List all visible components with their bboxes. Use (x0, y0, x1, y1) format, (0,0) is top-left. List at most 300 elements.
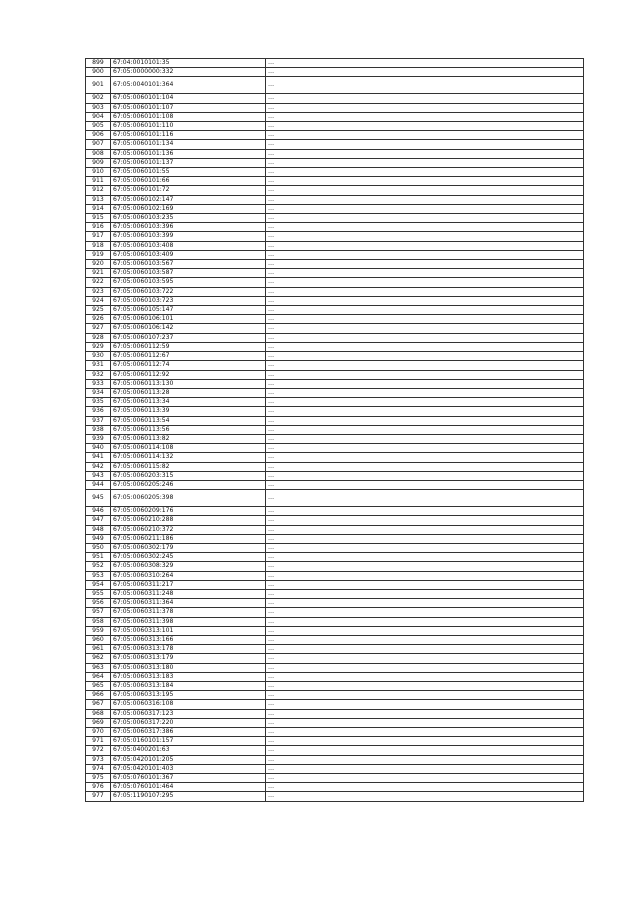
cadastral-number-cell: 67:05:0060103:595 (111, 278, 266, 287)
row-number-cell: 967 (86, 700, 111, 709)
row-number-cell: 901 (86, 77, 111, 94)
cadastral-number-cell: 67:05:0060112:92 (111, 370, 266, 379)
table-row (86, 728, 584, 737)
address-cell: … (266, 352, 584, 361)
table-row (86, 792, 584, 801)
table-row (86, 68, 584, 77)
cadastral-number-cell: 67:05:0060103:722 (111, 287, 266, 296)
address-cell: … (266, 407, 584, 416)
table-row (86, 398, 584, 407)
cadastral-number-cell: 67:05:0060101:66 (111, 177, 266, 186)
address-cell: … (266, 278, 584, 287)
row-number-cell: 900 (86, 68, 111, 77)
table-row (86, 562, 584, 571)
row-number-cell: 952 (86, 562, 111, 571)
table-row (86, 700, 584, 709)
address-cell: … (266, 168, 584, 177)
table-row (86, 112, 584, 121)
table-row (86, 663, 584, 672)
address-cell: … (266, 682, 584, 691)
row-number-cell: 965 (86, 682, 111, 691)
row-number-cell: 919 (86, 250, 111, 259)
cadastral-number-cell: 67:05:0060310:264 (111, 571, 266, 580)
cadastral-number-cell: 67:05:0060317:123 (111, 709, 266, 718)
address-cell: … (266, 672, 584, 681)
address-cell: … (266, 571, 584, 580)
cadastral-number-cell: 67:05:0060103:399 (111, 232, 266, 241)
row-number-cell: 936 (86, 407, 111, 416)
table-row (86, 543, 584, 552)
table-row (86, 580, 584, 589)
cadastral-number-cell: 67:05:0760101:464 (111, 783, 266, 792)
cadastral-number-cell: 67:05:0060112:59 (111, 342, 266, 351)
address-cell: … (266, 645, 584, 654)
address-cell: … (266, 68, 584, 77)
table-row (86, 379, 584, 388)
address-cell: … (266, 663, 584, 672)
cadastral-number-cell: 67:05:0060113:82 (111, 434, 266, 443)
table-row (86, 250, 584, 259)
table-row (86, 471, 584, 480)
address-cell: … (266, 626, 584, 635)
cadastral-number-cell: 67:05:0400201:63 (111, 746, 266, 755)
table-row (86, 516, 584, 525)
address-cell: … (266, 764, 584, 773)
address-cell: … (266, 709, 584, 718)
cadastral-number-cell: 67:05:0760101:367 (111, 774, 266, 783)
row-number-cell: 953 (86, 571, 111, 580)
table-row (86, 122, 584, 131)
row-number-cell: 947 (86, 516, 111, 525)
table-row (86, 462, 584, 471)
address-cell: … (266, 728, 584, 737)
table-row (86, 352, 584, 361)
address-cell: … (266, 534, 584, 543)
row-number-cell: 960 (86, 635, 111, 644)
table-row (86, 103, 584, 112)
row-number-cell: 948 (86, 525, 111, 534)
address-cell: … (266, 361, 584, 370)
row-number-cell: 976 (86, 783, 111, 792)
row-number-cell: 933 (86, 379, 111, 388)
cadastral-number-cell: 67:05:0060113:34 (111, 398, 266, 407)
address-cell: … (266, 553, 584, 562)
table-row (86, 241, 584, 250)
row-number-cell: 969 (86, 718, 111, 727)
cadastral-number-cell: 67:05:0060302:179 (111, 543, 266, 552)
address-cell: … (266, 287, 584, 296)
table-row (86, 507, 584, 516)
row-number-cell: 970 (86, 728, 111, 737)
table-row (86, 534, 584, 543)
address-cell: … (266, 232, 584, 241)
row-number-cell: 931 (86, 361, 111, 370)
table-row (86, 764, 584, 773)
table-row (86, 232, 584, 241)
cadastral-number-cell: 67:05:0060113:28 (111, 388, 266, 397)
cadastral-number-cell: 67:05:0060103:587 (111, 269, 266, 278)
cadastral-number-cell: 67:05:0060209:176 (111, 507, 266, 516)
cadastral-number-cell: 67:05:0060114:132 (111, 453, 266, 462)
cadastral-number-cell: 67:05:0060211:186 (111, 534, 266, 543)
row-number-cell: 950 (86, 543, 111, 552)
cadastral-number-cell: 67:05:0060103:723 (111, 296, 266, 305)
address-cell: … (266, 617, 584, 626)
row-number-cell: 951 (86, 553, 111, 562)
address-cell: … (266, 480, 584, 489)
table-row (86, 691, 584, 700)
address-cell: … (266, 608, 584, 617)
address-cell: … (266, 324, 584, 333)
cadastral-number-cell: 67:05:0060101:108 (111, 112, 266, 121)
row-number-cell: 927 (86, 324, 111, 333)
address-cell: … (266, 691, 584, 700)
address-cell: … (266, 250, 584, 259)
row-number-cell: 945 (86, 490, 111, 507)
cadastral-number-cell: 67:05:0060313:178 (111, 645, 266, 654)
cadastral-number-cell: 67:05:0060317:386 (111, 728, 266, 737)
row-number-cell: 968 (86, 709, 111, 718)
table-row (86, 204, 584, 213)
row-number-cell: 932 (86, 370, 111, 379)
address-cell: … (266, 580, 584, 589)
table-row (86, 589, 584, 598)
table-row (86, 287, 584, 296)
address-cell: … (266, 214, 584, 223)
address-cell: … (266, 241, 584, 250)
cadastral-number-cell: 67:05:0060103:409 (111, 250, 266, 259)
row-number-cell: 903 (86, 103, 111, 112)
cadastral-number-cell: 67:05:0060107:237 (111, 333, 266, 342)
row-number-cell: 944 (86, 480, 111, 489)
row-number-cell: 922 (86, 278, 111, 287)
address-cell: … (266, 260, 584, 269)
cadastral-number-cell: 67:05:0060210:288 (111, 516, 266, 525)
table-row (86, 672, 584, 681)
address-cell: … (266, 490, 584, 507)
row-number-cell: 917 (86, 232, 111, 241)
cadastral-number-cell: 67:05:0000000:332 (111, 68, 266, 77)
address-cell: … (266, 774, 584, 783)
cadastral-number-cell: 67:05:0060311:217 (111, 580, 266, 589)
row-number-cell: 907 (86, 140, 111, 149)
table-row (86, 77, 584, 94)
cadastral-number-cell: 67:05:0060101:104 (111, 94, 266, 103)
cadastral-number-cell: 67:05:0060103:396 (111, 223, 266, 232)
row-number-cell: 915 (86, 214, 111, 223)
table-row (86, 525, 584, 534)
row-number-cell: 921 (86, 269, 111, 278)
address-cell: … (266, 746, 584, 755)
cadastral-number-cell: 67:05:0060308:329 (111, 562, 266, 571)
row-number-cell: 918 (86, 241, 111, 250)
row-number-cell: 977 (86, 792, 111, 801)
address-cell: … (266, 388, 584, 397)
address-cell: … (266, 755, 584, 764)
cadastral-number-cell: 67:05:0060106:142 (111, 324, 266, 333)
cadastral-number-cell: 67:05:0060205:246 (111, 480, 266, 489)
row-number-cell: 928 (86, 333, 111, 342)
row-number-cell: 923 (86, 287, 111, 296)
cadastral-number-cell: 67:05:0060203:315 (111, 471, 266, 480)
cadastral-number-cell: 67:05:0060113:54 (111, 416, 266, 425)
cadastral-number-cell: 67:05:0060106:101 (111, 315, 266, 324)
cadastral-number-cell: 67:05:0060101:137 (111, 158, 266, 167)
address-cell: … (266, 525, 584, 534)
table-row (86, 315, 584, 324)
cadastral-number-cell: 67:05:0060313:101 (111, 626, 266, 635)
table-row (86, 709, 584, 718)
registry-table-container (85, 58, 580, 876)
address-cell: … (266, 140, 584, 149)
cadastral-number-cell: 67:05:0060313:184 (111, 682, 266, 691)
address-cell: … (266, 562, 584, 571)
row-number-cell: 908 (86, 149, 111, 158)
row-number-cell: 926 (86, 315, 111, 324)
address-cell: … (266, 103, 584, 112)
row-number-cell: 959 (86, 626, 111, 635)
address-cell: … (266, 516, 584, 525)
cadastral-number-cell: 67:05:0060316:108 (111, 700, 266, 709)
address-cell: … (266, 333, 584, 342)
row-number-cell: 971 (86, 737, 111, 746)
address-cell: … (266, 122, 584, 131)
address-cell: … (266, 737, 584, 746)
row-number-cell: 905 (86, 122, 111, 131)
table-row (86, 783, 584, 792)
row-number-cell: 940 (86, 444, 111, 453)
table-row (86, 416, 584, 425)
address-cell: … (266, 543, 584, 552)
table-row (86, 718, 584, 727)
row-number-cell: 957 (86, 608, 111, 617)
address-cell: … (266, 635, 584, 644)
address-cell: … (266, 589, 584, 598)
address-cell: … (266, 195, 584, 204)
table-row (86, 324, 584, 333)
row-number-cell: 930 (86, 352, 111, 361)
row-number-cell: 974 (86, 764, 111, 773)
cadastral-number-cell: 67:05:0060102:147 (111, 195, 266, 204)
address-cell: … (266, 177, 584, 186)
address-cell: … (266, 370, 584, 379)
cadastral-number-cell: 67:05:0060302:245 (111, 553, 266, 562)
table-row (86, 269, 584, 278)
cadastral-number-cell: 67:05:0060115:82 (111, 462, 266, 471)
row-number-cell: 956 (86, 599, 111, 608)
cadastral-number-cell: 67:05:0060210:372 (111, 525, 266, 534)
row-number-cell: 966 (86, 691, 111, 700)
address-cell: … (266, 315, 584, 324)
row-number-cell: 964 (86, 672, 111, 681)
table-row (86, 361, 584, 370)
table-row (86, 94, 584, 103)
row-number-cell: 935 (86, 398, 111, 407)
address-cell: … (266, 306, 584, 315)
row-number-cell: 912 (86, 186, 111, 195)
row-number-cell: 906 (86, 131, 111, 140)
address-cell: … (266, 792, 584, 801)
row-number-cell: 925 (86, 306, 111, 315)
row-number-cell: 939 (86, 434, 111, 443)
cadastral-number-cell: 67:05:0060313:166 (111, 635, 266, 644)
cadastral-number-cell: 67:05:0060113:56 (111, 425, 266, 434)
row-number-cell: 963 (86, 663, 111, 672)
row-number-cell: 943 (86, 471, 111, 480)
table-row (86, 626, 584, 635)
cadastral-number-cell: 67:05:0060114:108 (111, 444, 266, 453)
address-cell: … (266, 131, 584, 140)
address-cell: … (266, 223, 584, 232)
cadastral-number-cell: 67:05:0060311:398 (111, 617, 266, 626)
table-row (86, 746, 584, 755)
row-number-cell: 902 (86, 94, 111, 103)
address-cell: … (266, 453, 584, 462)
table-row (86, 342, 584, 351)
cadastral-number-cell: 67:05:0060101:134 (111, 140, 266, 149)
address-cell: … (266, 158, 584, 167)
table-row (86, 490, 584, 507)
row-number-cell: 920 (86, 260, 111, 269)
address-cell: … (266, 269, 584, 278)
row-number-cell: 975 (86, 774, 111, 783)
table-row (86, 453, 584, 462)
table-row (86, 59, 584, 68)
address-cell: … (266, 77, 584, 94)
cadastral-number-cell: 67:04:0010101:35 (111, 59, 266, 68)
row-number-cell: 899 (86, 59, 111, 68)
table-row (86, 158, 584, 167)
cadastral-number-cell: 67:05:0060103:408 (111, 241, 266, 250)
address-cell: … (266, 462, 584, 471)
cadastral-number-cell: 67:05:0060103:235 (111, 214, 266, 223)
cadastral-number-cell: 67:05:0420101:205 (111, 755, 266, 764)
address-cell: … (266, 700, 584, 709)
address-cell: … (266, 149, 584, 158)
row-number-cell: 904 (86, 112, 111, 121)
table-row (86, 480, 584, 489)
row-number-cell: 955 (86, 589, 111, 598)
row-number-cell: 913 (86, 195, 111, 204)
table-row (86, 278, 584, 287)
row-number-cell: 910 (86, 168, 111, 177)
cadastral-number-cell: 67:05:0060313:183 (111, 672, 266, 681)
cadastral-number-cell: 67:05:0060113:39 (111, 407, 266, 416)
address-cell: … (266, 296, 584, 305)
row-number-cell: 909 (86, 158, 111, 167)
row-number-cell: 937 (86, 416, 111, 425)
table-row (86, 407, 584, 416)
cadastral-number-cell: 67:05:0060102:169 (111, 204, 266, 213)
cadastral-number-cell: 67:05:0060311:248 (111, 589, 266, 598)
address-cell: … (266, 507, 584, 516)
row-number-cell: 924 (86, 296, 111, 305)
address-cell: … (266, 112, 584, 121)
row-number-cell: 961 (86, 645, 111, 654)
cadastral-number-cell: 67:05:0060311:378 (111, 608, 266, 617)
table-row (86, 599, 584, 608)
row-number-cell: 954 (86, 580, 111, 589)
cadastral-number-cell: 67:05:0060101:136 (111, 149, 266, 158)
row-number-cell: 938 (86, 425, 111, 434)
cadastral-number-cell: 67:05:0060101:55 (111, 168, 266, 177)
registry-table (85, 58, 584, 802)
address-cell: … (266, 471, 584, 480)
cadastral-number-cell: 67:05:0060313:195 (111, 691, 266, 700)
address-cell: … (266, 718, 584, 727)
address-cell: … (266, 783, 584, 792)
table-row (86, 140, 584, 149)
table-row (86, 131, 584, 140)
address-cell: … (266, 59, 584, 68)
table-row (86, 571, 584, 580)
table-row (86, 737, 584, 746)
table-row (86, 177, 584, 186)
address-cell: … (266, 654, 584, 663)
cadastral-number-cell: 67:05:0060101:72 (111, 186, 266, 195)
row-number-cell: 942 (86, 462, 111, 471)
row-number-cell: 929 (86, 342, 111, 351)
table-row (86, 149, 584, 158)
address-cell: … (266, 416, 584, 425)
cadastral-number-cell: 67:05:0060101:107 (111, 103, 266, 112)
registry-table-body (86, 59, 584, 802)
cadastral-number-cell: 67:05:0040101:364 (111, 77, 266, 94)
cadastral-number-cell: 67:05:0060112:74 (111, 361, 266, 370)
row-number-cell: 911 (86, 177, 111, 186)
table-row (86, 654, 584, 663)
cadastral-number-cell: 67:05:1190107:295 (111, 792, 266, 801)
table-row (86, 370, 584, 379)
table-row (86, 645, 584, 654)
address-cell: … (266, 398, 584, 407)
table-row (86, 388, 584, 397)
cadastral-number-cell: 67:05:0420101:403 (111, 764, 266, 773)
row-number-cell: 914 (86, 204, 111, 213)
table-row (86, 223, 584, 232)
row-number-cell: 934 (86, 388, 111, 397)
address-cell: … (266, 434, 584, 443)
row-number-cell: 941 (86, 453, 111, 462)
cadastral-number-cell: 67:05:0060313:179 (111, 654, 266, 663)
cadastral-number-cell: 67:05:0060311:364 (111, 599, 266, 608)
cadastral-number-cell: 67:05:0060101:110 (111, 122, 266, 131)
address-cell: … (266, 94, 584, 103)
cadastral-number-cell: 67:05:0060101:116 (111, 131, 266, 140)
table-row (86, 306, 584, 315)
table-row (86, 444, 584, 453)
table-row (86, 434, 584, 443)
table-row (86, 296, 584, 305)
table-row (86, 260, 584, 269)
table-row (86, 682, 584, 691)
row-number-cell: 958 (86, 617, 111, 626)
address-cell: … (266, 444, 584, 453)
table-row (86, 608, 584, 617)
table-row (86, 333, 584, 342)
address-cell: … (266, 379, 584, 388)
address-cell: … (266, 599, 584, 608)
table-row (86, 168, 584, 177)
row-number-cell: 949 (86, 534, 111, 543)
cadastral-number-cell: 67:05:0160101:157 (111, 737, 266, 746)
address-cell: … (266, 342, 584, 351)
cadastral-number-cell: 67:05:0060112:67 (111, 352, 266, 361)
cadastral-number-cell: 67:05:0060317:220 (111, 718, 266, 727)
address-cell: … (266, 186, 584, 195)
table-row (86, 617, 584, 626)
table-row (86, 755, 584, 764)
